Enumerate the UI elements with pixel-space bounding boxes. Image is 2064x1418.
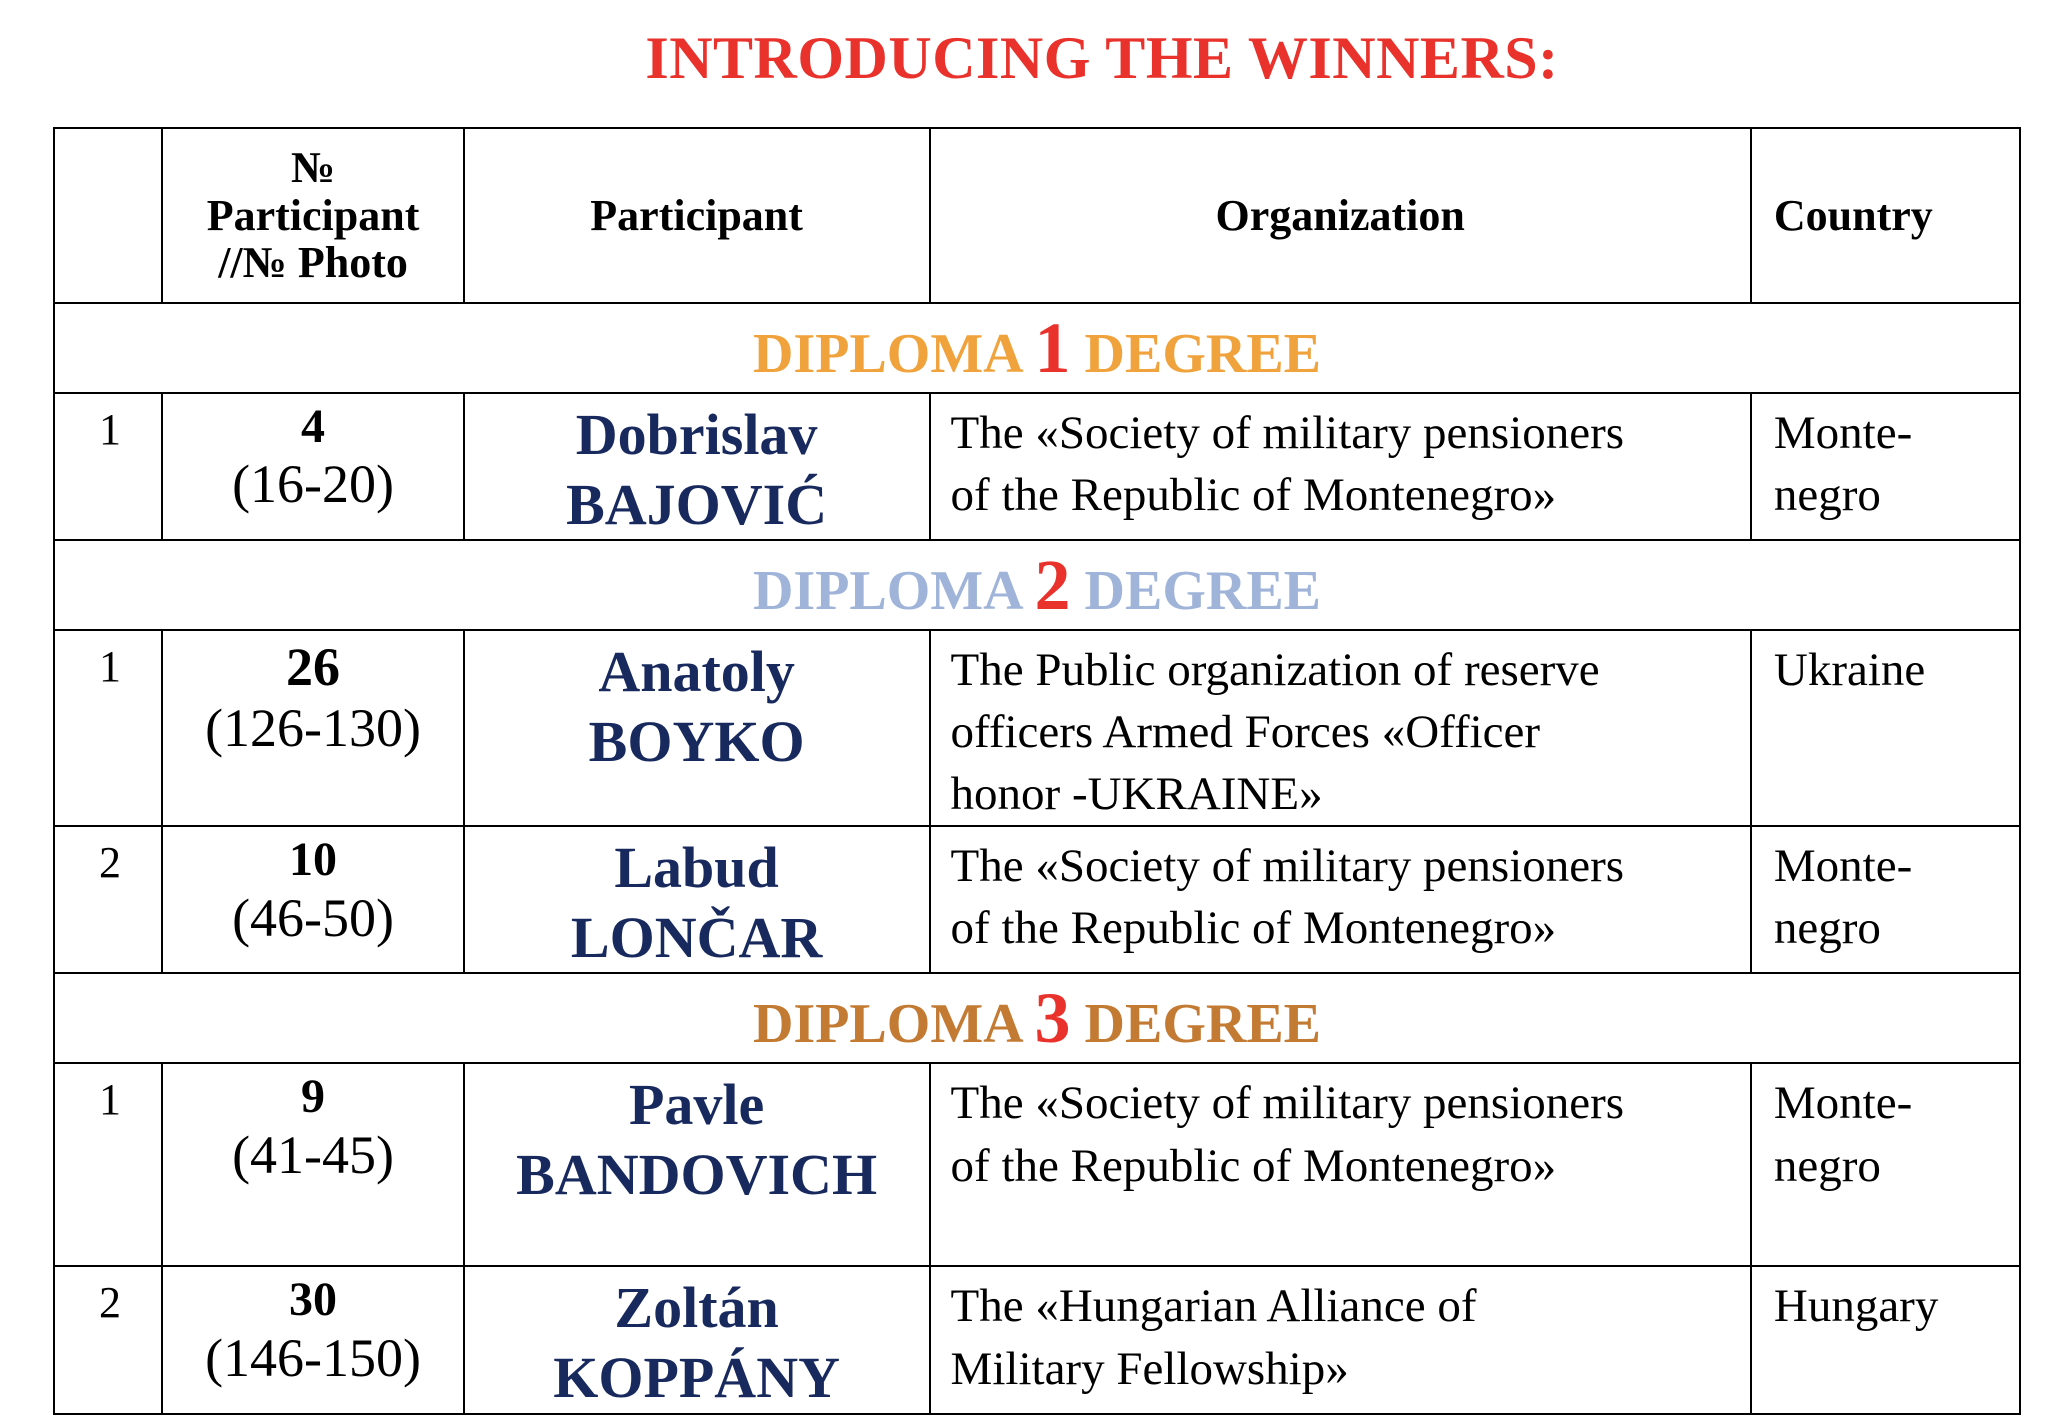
header-number-line1: № bbox=[290, 143, 336, 193]
table-row bbox=[54, 393, 2020, 540]
degree-number: 1 bbox=[1034, 307, 1071, 388]
participant-number: 4 bbox=[301, 400, 326, 453]
header-participant: Participant bbox=[464, 128, 930, 303]
degree-label: DEGREE bbox=[1084, 322, 1322, 385]
participant-number: 30 bbox=[289, 1273, 338, 1327]
participant-number: 26 bbox=[286, 637, 341, 698]
country-line: Monte- bbox=[1773, 407, 1913, 459]
diploma-section-row bbox=[54, 540, 2020, 630]
country-cell bbox=[1751, 1063, 2020, 1266]
participant-first-name: Dobrislav bbox=[575, 402, 818, 467]
diploma-section-row bbox=[54, 303, 2020, 393]
participant-last-name: BAJOVIĆ bbox=[566, 471, 828, 537]
participant-last-name: BANDOVICH bbox=[516, 1142, 878, 1208]
organization-line: The «Society of military pensioners bbox=[950, 1077, 1625, 1130]
organization-cell bbox=[930, 630, 1751, 826]
participant-number: 9 bbox=[301, 1070, 326, 1124]
diploma-label: DIPLOMA bbox=[752, 322, 1021, 385]
participant-last-name: BOYKO bbox=[588, 708, 805, 774]
participant-name-cell bbox=[464, 1266, 930, 1413]
organization-cell bbox=[930, 1063, 1751, 1266]
diploma-label: DIPLOMA bbox=[752, 559, 1021, 622]
organization-line: The «Society of military pensioners bbox=[950, 407, 1625, 459]
rank-cell: 2 bbox=[54, 1266, 162, 1413]
winners-table bbox=[53, 127, 2021, 1415]
participant-number: 10 bbox=[289, 833, 338, 887]
participant-first-name: Anatoly bbox=[598, 639, 795, 705]
participant-number-cell bbox=[162, 1266, 463, 1413]
table-row bbox=[54, 1063, 2020, 1266]
photo-range: (46-50) bbox=[232, 887, 395, 948]
photo-range: (16-20) bbox=[232, 454, 395, 515]
country-line: negro bbox=[1773, 1139, 1881, 1192]
header-country: Country bbox=[1751, 128, 2020, 303]
organization-line: of the Republic of Montenegro» bbox=[950, 469, 1557, 522]
diploma-degree-heading bbox=[54, 973, 2020, 1063]
country-line: Ukraine bbox=[1773, 644, 1926, 697]
participant-name-cell bbox=[464, 1063, 930, 1266]
participant-first-name: Labud bbox=[614, 835, 779, 901]
participant-last-name: LONČAR bbox=[570, 904, 823, 970]
country-cell bbox=[1751, 630, 2020, 826]
rank-cell: 1 bbox=[54, 393, 162, 540]
country-cell bbox=[1751, 826, 2020, 973]
country-cell bbox=[1751, 1266, 2020, 1413]
table-row bbox=[54, 1266, 2020, 1413]
participant-number-cell bbox=[162, 1063, 463, 1266]
degree-label: DEGREE bbox=[1084, 559, 1322, 622]
organization-line: The Public organization of reserve bbox=[950, 644, 1600, 697]
country-cell bbox=[1751, 393, 2020, 540]
country-line: Hungary bbox=[1773, 1280, 1939, 1333]
participant-number-cell bbox=[162, 826, 463, 973]
photo-range: (146-150) bbox=[205, 1327, 422, 1388]
header-number-line3: //№ Photo bbox=[218, 238, 408, 288]
participant-last-name: KOPPÁNY bbox=[553, 1345, 840, 1411]
diploma-label: DIPLOMA bbox=[752, 992, 1021, 1055]
header-number bbox=[162, 128, 463, 303]
organization-cell bbox=[930, 826, 1751, 973]
diploma-section-row bbox=[54, 973, 2020, 1063]
country-line: Monte- bbox=[1773, 840, 1913, 893]
table-row bbox=[54, 826, 2020, 973]
winners-table-body bbox=[54, 128, 2020, 1414]
page-title: INTRODUCING THE WINNERS: bbox=[645, 25, 1559, 91]
organization-line: The «Society of military pensioners bbox=[950, 840, 1625, 893]
country-line: negro bbox=[1773, 902, 1881, 955]
participant-first-name: Pavle bbox=[628, 1072, 765, 1138]
degree-label: DEGREE bbox=[1084, 992, 1322, 1055]
participant-number-cell bbox=[162, 630, 463, 826]
organization-line: of the Republic of Montenegro» bbox=[950, 902, 1557, 955]
header-row bbox=[54, 128, 2020, 303]
participant-name-cell bbox=[464, 826, 930, 973]
rank-cell: 1 bbox=[54, 1063, 162, 1266]
participant-first-name: Zoltán bbox=[614, 1275, 779, 1341]
organization-cell bbox=[930, 393, 1751, 540]
participant-number-cell bbox=[162, 393, 463, 540]
photo-range: (126-130) bbox=[205, 697, 422, 758]
table-row bbox=[54, 630, 2020, 826]
header-number-line2: Participant bbox=[206, 190, 420, 240]
organization-cell bbox=[930, 1266, 1751, 1413]
degree-number: 3 bbox=[1034, 977, 1071, 1058]
degree-number: 2 bbox=[1034, 544, 1071, 625]
diploma-degree-heading bbox=[54, 540, 2020, 630]
organization-line: Military Fellowship» bbox=[950, 1342, 1349, 1395]
country-line: negro bbox=[1773, 469, 1881, 522]
photo-range: (41-45) bbox=[232, 1124, 395, 1185]
participant-name-cell bbox=[464, 630, 930, 826]
country-line: Monte- bbox=[1773, 1077, 1913, 1130]
organization-line: The «Hungarian Alliance of bbox=[950, 1280, 1477, 1333]
participant-name-cell bbox=[464, 393, 930, 540]
organization-line: honor -UKRAINE» bbox=[950, 768, 1323, 821]
rank-cell: 2 bbox=[54, 826, 162, 973]
organization-line: of the Republic of Montenegro» bbox=[950, 1139, 1557, 1192]
rank-cell: 1 bbox=[54, 630, 162, 826]
organization-line: officers Armed Forces «Officer bbox=[950, 706, 1541, 759]
diploma-degree-heading bbox=[54, 303, 2020, 393]
header-rank bbox=[54, 128, 162, 303]
header-organization: Organization bbox=[930, 128, 1751, 303]
